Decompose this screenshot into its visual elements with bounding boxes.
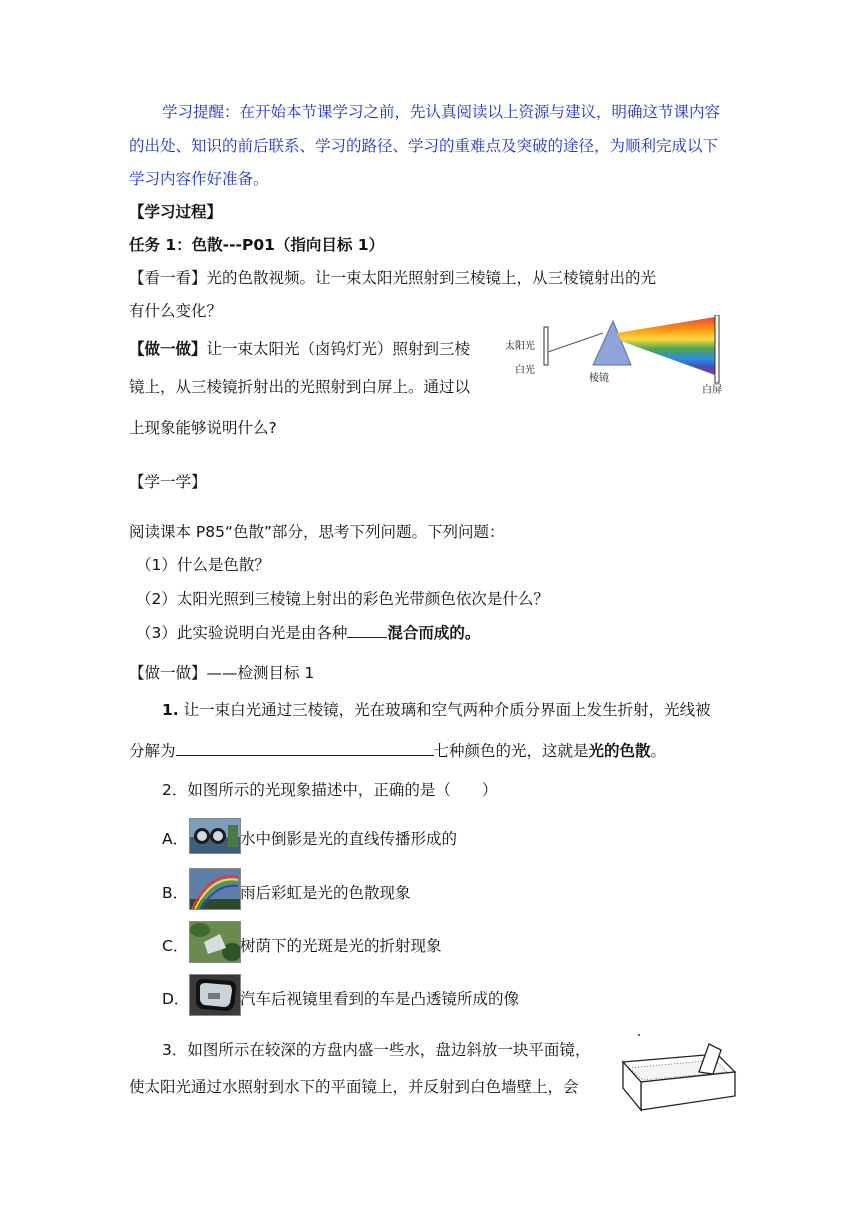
- look-tag: 【看一看】: [129, 269, 207, 287]
- learn-tag: 【学一学】: [129, 473, 207, 491]
- p1-line2-end: 。: [650, 742, 667, 760]
- slit-board: [544, 327, 548, 365]
- look-line-2: 有什么变化？: [129, 302, 223, 320]
- screen-board: [715, 315, 719, 383]
- option-d-image: [189, 974, 241, 1016]
- check-question-3-line-2: 使太阳光通过水照射到水下的平面镜上，并反射到白色墙壁上，会: [129, 1078, 579, 1096]
- option-b-text: 雨后彩虹是光的色散现象: [240, 884, 411, 902]
- check-question-3-line-1: 3．如图所示在较深的方盘内盛一些水，盘边斜放一块平面镜，: [162, 1041, 591, 1059]
- q3-blank: [347, 637, 387, 638]
- option-b-letter: B．: [162, 884, 189, 902]
- doit-line-3: 上现象能够说明什么?: [129, 419, 277, 437]
- p1-line2-mid: 七种颜色的光，这就是: [433, 742, 589, 760]
- q3-prefix: （3）此实验说明白光是由各种: [136, 624, 348, 642]
- prism-shape: [593, 321, 631, 365]
- prism-diagram: [505, 315, 730, 395]
- section-title: 【学习过程】: [129, 203, 223, 221]
- check-tag: 【做一做】——检测目标 1: [129, 664, 315, 682]
- learn-intro: 阅读课本 P85“色散”部分，思考下列问题。下列问题：: [129, 523, 505, 541]
- reflection-picture: [190, 819, 240, 853]
- doit-tag: 【做一做】: [129, 340, 207, 358]
- label-prism: 棱镜: [589, 373, 609, 384]
- tree-shade-picture: [190, 922, 240, 962]
- look-line-1: [129, 266, 656, 288]
- option-c-image: [189, 921, 241, 963]
- doit-line-2: 镜上，从三棱镜折射出的光照射到白屏上。通过以: [129, 378, 471, 396]
- task-1-title: 任务 1：色散---P01（指向目标 1）: [129, 236, 385, 254]
- check-p1-line-2: [129, 739, 666, 761]
- look-text-1: 光的色散视频。让一束太阳光照射到三棱镜上，从三棱镜射出的光: [206, 269, 657, 287]
- tray-mirror-diagram: [617, 1032, 739, 1122]
- rainbow-picture: [190, 869, 240, 909]
- spectrum-band: [617, 317, 715, 375]
- option-c-letter: C．: [162, 937, 189, 955]
- label-screen: 白屏: [702, 385, 722, 396]
- q3-suffix: 混合而成的。: [387, 624, 481, 642]
- p1-line2-prefix: 分解为: [129, 742, 176, 760]
- p1-blank: [176, 755, 434, 756]
- doit-line-1: [129, 337, 470, 359]
- p1-line2-bold: 光的色散: [588, 742, 651, 760]
- option-c-text: 树荫下的光斑是光的折射现象: [240, 937, 442, 955]
- learn-question-3: [136, 621, 480, 643]
- option-d-text: 汽车后视镜里看到的车是凸透镜所成的像: [240, 990, 520, 1008]
- check-question-2: 2．如图所示的光现象描述中，正确的是（ ）: [162, 781, 498, 799]
- option-a-letter: A．: [162, 830, 189, 848]
- reminder-line-3: 学习内容作好准备。: [129, 170, 269, 188]
- label-white-light: 白光: [515, 365, 535, 376]
- option-a-image: [189, 818, 241, 854]
- option-b-image: [189, 868, 241, 910]
- check-p1-text-1: 让一束白光通过三棱镜，光在玻璃和空气两种介质分界面上发生折射，光线被: [183, 701, 711, 719]
- learn-question-2: （2）太阳光照到三棱镜上射出的彩色光带颜色依次是什么？: [136, 590, 549, 608]
- learn-question-1: （1）什么是色散？: [136, 556, 270, 574]
- incident-beam: [548, 333, 603, 352]
- label-sunlight: 太阳光: [505, 341, 535, 352]
- reminder-line-2: 的出处、知识的前后联系、学习的路径、学习的重难点及突破的途径，为顺利完成以下: [129, 137, 719, 155]
- prism-figure: [505, 315, 730, 395]
- check-p1-line-1: [162, 698, 711, 720]
- doit-text-1: 让一束太阳光（卤钨灯光）照射到三棱: [206, 340, 471, 358]
- tray-figure: [617, 1032, 739, 1122]
- option-d-letter: D．: [162, 990, 190, 1008]
- check-p1-number: 1.: [162, 701, 179, 719]
- reminder-line-1: 学习提醒：在开始本节课学习之前，先认真阅读以上资源与建议，明确这节课内容: [162, 103, 721, 121]
- side-mirror-picture: [190, 975, 240, 1015]
- option-a-text: 水中倒影是光的直线传播形成的: [240, 830, 458, 848]
